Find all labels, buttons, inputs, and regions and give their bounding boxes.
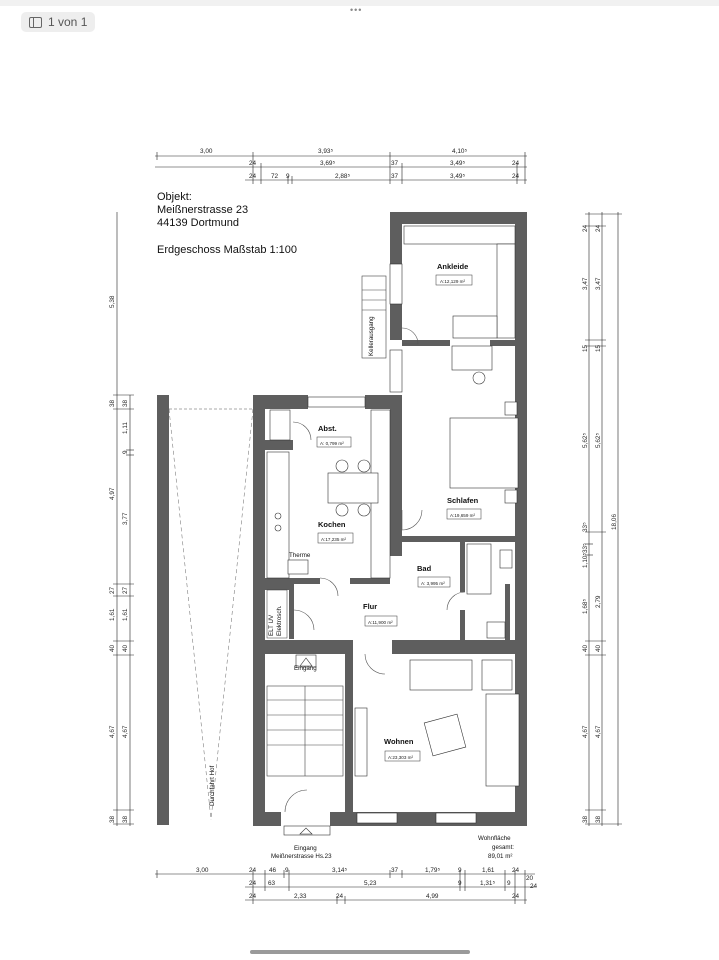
- dim-label: 46: [269, 867, 277, 874]
- room-abst: Abst.: [318, 424, 337, 433]
- dim-label: 40: [582, 644, 589, 652]
- dim-label: 24: [530, 883, 538, 890]
- kitchen-furniture: [267, 410, 390, 578]
- dim-label: 9: [122, 450, 129, 454]
- dim-label: 9: [458, 867, 462, 874]
- room-bad: Bad: [417, 564, 432, 573]
- cellar-exit-label: Kellerausgang: [368, 316, 375, 356]
- right-dimension-labels: [582, 224, 618, 823]
- room-schlafen: Schlafen: [447, 496, 479, 505]
- living-furniture: [355, 660, 519, 786]
- street-label: Meißnerstrasse Hs.23: [271, 853, 332, 860]
- room-ankleide: Ankleide: [437, 262, 469, 271]
- top-dimension-labels: [200, 148, 520, 180]
- dim-label: 4,97: [109, 487, 116, 500]
- dim-label: 4,99: [426, 893, 439, 900]
- left-dimension-labels: [109, 295, 129, 823]
- main-staircase: [267, 686, 343, 776]
- dim-label: 3,49⁵: [450, 173, 466, 180]
- entrance-outer-label: Eingang: [294, 845, 317, 852]
- dim-label: 38: [109, 399, 116, 407]
- dim-label: 24: [595, 224, 602, 232]
- dim-label: 38: [109, 815, 116, 823]
- dim-label: 3,69⁵: [320, 160, 336, 167]
- bottom-dimension-lines: [155, 870, 535, 904]
- elt-label: ELT UV: [268, 614, 275, 636]
- living-area-line-1: Wohnfläche: [478, 835, 511, 842]
- dim-label: 5,38: [109, 295, 116, 308]
- dim-label: 33⁵: [582, 543, 589, 553]
- room-ankleide-area: A:12,129 m²: [440, 279, 466, 284]
- dim-label: 24: [512, 893, 520, 900]
- dim-label: 9: [286, 173, 290, 180]
- dim-label: 4,10⁵: [452, 148, 468, 155]
- room-schlafen-area: A:19,659 m²: [450, 513, 476, 518]
- dim-label: 72: [271, 173, 279, 180]
- dim-label: 3,93⁵: [318, 148, 334, 155]
- dim-label: 24: [249, 893, 257, 900]
- dim-label: 1,10⁵: [582, 552, 589, 568]
- dim-label: 40: [122, 644, 129, 652]
- dim-label: 4,67: [109, 725, 116, 738]
- passage-label: Durchfahrt Hof: [209, 765, 216, 806]
- electro-label: Elektrosch.: [276, 605, 283, 636]
- dim-label: 27: [122, 586, 129, 594]
- dim-label: 3,47: [582, 277, 589, 290]
- dim-label: 1,11: [122, 422, 129, 434]
- entrance-inner-label: Eingang: [294, 665, 317, 672]
- dim-label: 24: [512, 867, 520, 874]
- object-title: [157, 191, 297, 256]
- dim-label: 24: [249, 867, 257, 874]
- dim-label: 24: [249, 880, 257, 887]
- dim-label: 9: [507, 880, 511, 887]
- object-line-2: Meißnerstrasse 23: [157, 204, 249, 216]
- bottom-dimension-labels: [196, 867, 538, 900]
- room-wohnen: Wohnen: [384, 737, 414, 746]
- dim-label: 20: [526, 875, 534, 882]
- dim-label: 15: [595, 344, 602, 352]
- dim-label: 1,68⁵: [582, 598, 589, 614]
- more-dots-icon[interactable]: •••: [350, 5, 363, 15]
- living-area-line-2: gesamt:: [492, 844, 515, 851]
- dim-label: 3,49⁵: [450, 160, 466, 167]
- dim-label: 24: [249, 160, 257, 167]
- dim-label: 38: [122, 815, 129, 823]
- dim-label: 40: [595, 644, 602, 652]
- room-flur-area: A:11,900 m²: [368, 620, 393, 625]
- object-line-1: Objekt:: [157, 191, 192, 203]
- dim-label: 38: [122, 399, 129, 407]
- bedroom-furniture: [450, 346, 518, 503]
- dim-label: 37: [391, 173, 399, 180]
- dim-label: 5,62⁵: [595, 432, 602, 448]
- dim-label: 24: [512, 173, 520, 180]
- dim-label: 1,61: [482, 867, 495, 874]
- home-indicator[interactable]: [250, 950, 470, 954]
- dim-label: 3,00: [196, 867, 209, 874]
- dim-label: 3,77: [122, 512, 129, 525]
- room-bad-area: A: 3,995 m²: [421, 581, 445, 586]
- dim-label: 37: [391, 160, 399, 167]
- therme-label: Therme: [289, 552, 311, 559]
- living-area-total: 89,01 m²: [488, 853, 513, 860]
- dim-label: 18,06: [611, 514, 618, 530]
- dim-label: 38: [582, 815, 589, 823]
- dim-label: 40: [109, 644, 116, 652]
- dim-label: 4,67: [582, 725, 589, 738]
- dim-label: 33⁵: [582, 522, 589, 532]
- electrical-column: [267, 590, 287, 638]
- dim-label: 24: [582, 224, 589, 232]
- cellar-stairs: [362, 276, 386, 358]
- dim-label: 15: [582, 344, 589, 352]
- dim-label: 63: [268, 880, 276, 887]
- dim-label: 3,47: [595, 277, 602, 290]
- dim-label: 24: [249, 173, 257, 180]
- dim-label: 3,00: [200, 148, 213, 155]
- dim-label: 24: [336, 893, 344, 900]
- dim-label: 37: [391, 867, 399, 874]
- floor-scale: Erdgeschoss Maßstab 1:100: [157, 244, 298, 256]
- dim-label: 4,67: [595, 725, 602, 738]
- object-line-3: 44139 Dortmund: [157, 217, 239, 229]
- dim-label: 2,88⁵: [335, 173, 351, 180]
- page-indicator-label: 1 von 1: [48, 15, 88, 29]
- dim-label: 1,79⁵: [425, 867, 441, 874]
- dim-label: 24: [512, 160, 520, 167]
- dim-label: 5,62⁵: [582, 432, 589, 448]
- dim-label: 4,67: [122, 725, 129, 738]
- dim-label: 2,33: [294, 893, 307, 900]
- dim-label: 9: [285, 867, 289, 874]
- room-kochen-area: A:17,235 m²: [321, 537, 347, 542]
- dim-label: 1,31⁵: [480, 880, 496, 887]
- room-wohnen-area: A:23,303 m²: [388, 755, 414, 760]
- dim-label: 3,14⁵: [332, 867, 348, 874]
- dim-label: 9: [458, 880, 462, 887]
- room-flur: Flur: [363, 602, 378, 611]
- room-kochen: Kochen: [318, 520, 346, 529]
- dim-label: 1,61: [109, 608, 116, 621]
- dim-label: 5,23: [364, 880, 377, 887]
- passage-area: [157, 395, 253, 825]
- dim-label: 27: [109, 586, 116, 594]
- room-abst-area: A: 0,799 m²: [320, 441, 344, 446]
- dim-label: 38: [595, 815, 602, 823]
- dim-label: 2,79: [595, 595, 602, 608]
- dim-label: 1,61: [122, 608, 129, 621]
